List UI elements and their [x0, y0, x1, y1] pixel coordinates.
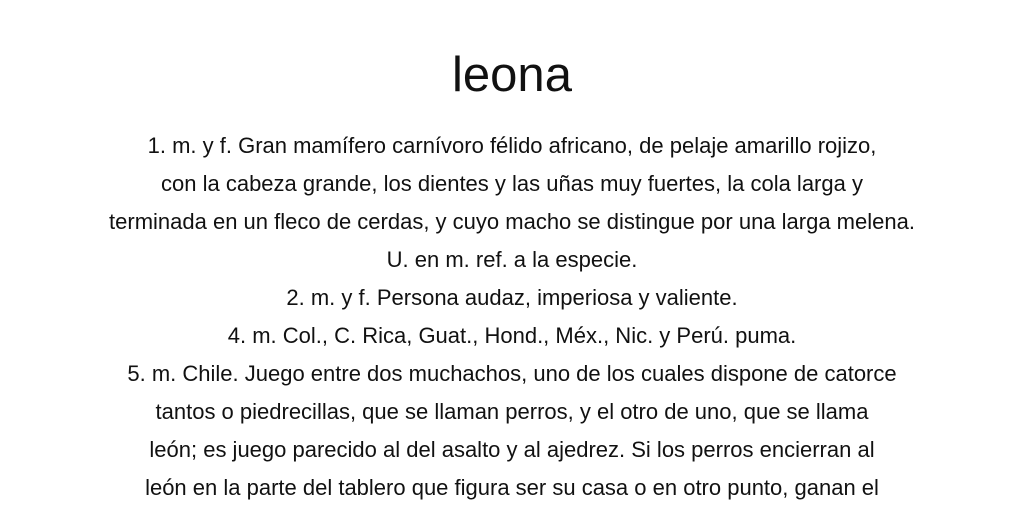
definition-line: U. en m. ref. a la especie.	[386, 247, 638, 272]
entry-definition	[0, 127, 1024, 507]
definition-line: 5. m. Chile. Juego entre dos muchachos, uno de los cuales dispone de catorce	[127, 361, 897, 386]
definition-line: tantos o piedrecillas, que se llaman perros, y el otro de uno, que se llama	[155, 399, 869, 424]
definition-line: 2. m. y f. Persona audaz, imperiosa y valiente.	[286, 285, 738, 310]
definition-line: 4. m. Col., C. Rica, Guat., Hond., Méx., Nic. y Perú. puma.	[227, 323, 797, 348]
definition-line: león; es juego parecido al del asalto y al ajedrez. Si los perros encierran al	[149, 437, 875, 462]
definition-line: león en la parte del tablero que figura ser su casa o en otro punto, ganan el	[145, 475, 879, 500]
definition-line: con la cabeza grande, los dientes y las uñas muy fuertes, la cola larga y	[161, 171, 863, 196]
definition-line: terminada en un fleco de cerdas, y cuyo macho se distingue por una larga melena.	[109, 209, 915, 234]
entry-headword: leona	[452, 48, 572, 102]
definition-line: 1. m. y f. Gran mamífero carnívoro félido africano, de pelaje amarillo rojizo,	[147, 133, 877, 158]
